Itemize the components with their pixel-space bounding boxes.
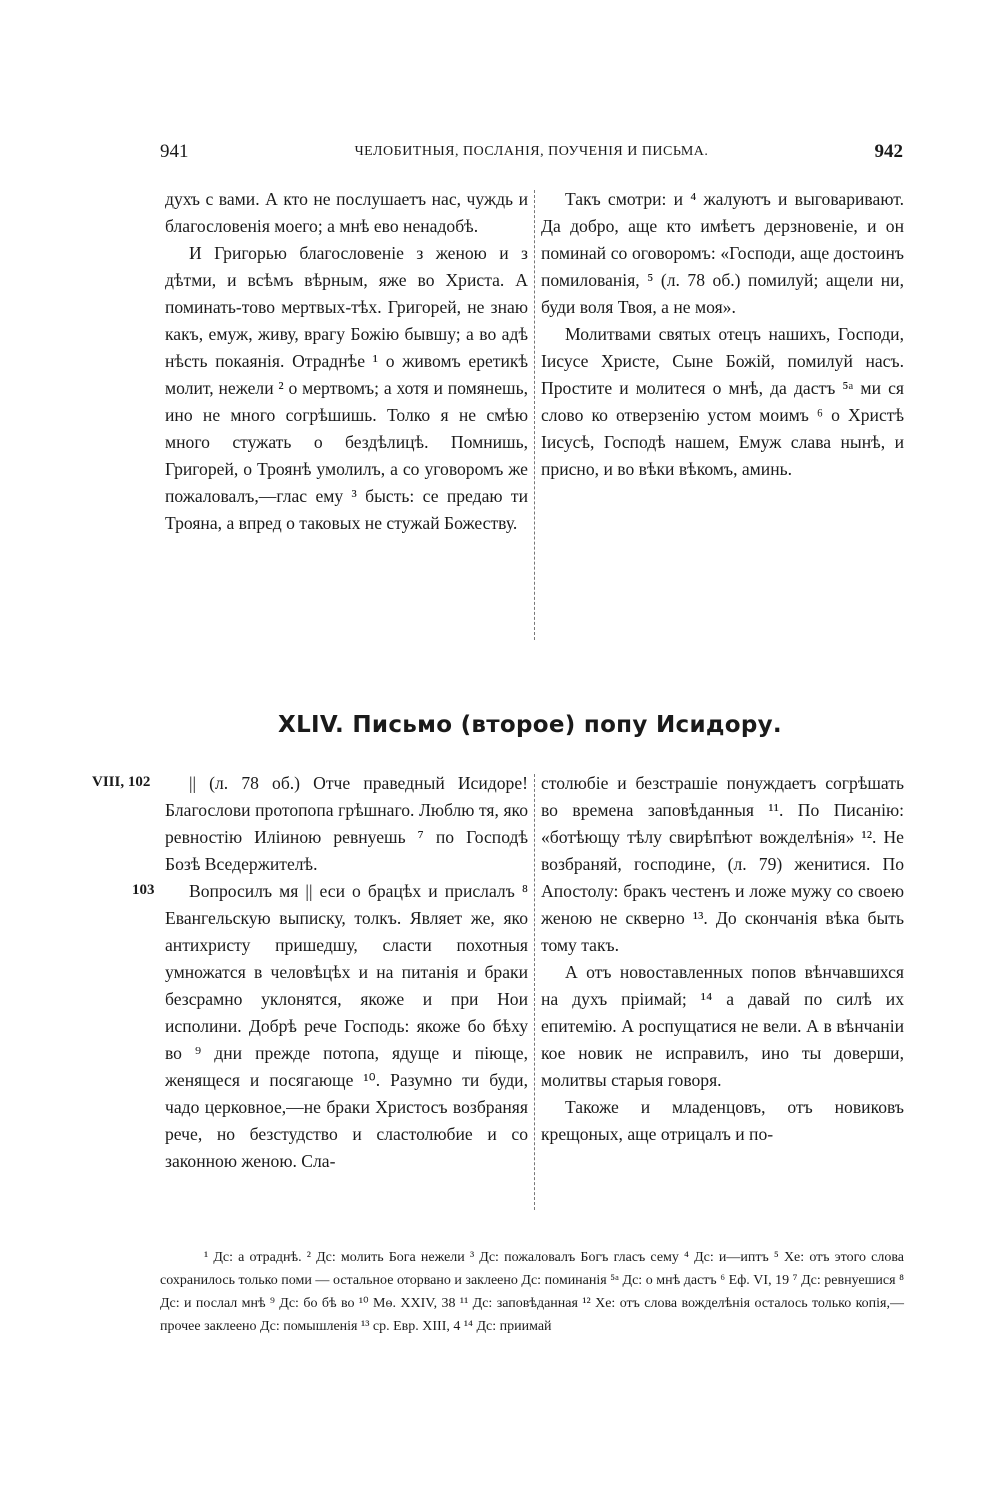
bottom-left-column xyxy=(165,770,528,1175)
paragraph: Такоже и младенцовъ, отъ новиковъ крещоных, аще отрицалъ и по- xyxy=(541,1097,904,1144)
paragraph: духъ с вами. А кто не послушаетъ нас, чуждь и благословенія моего; а мнѣ ево ненадобѣ. xyxy=(165,189,528,236)
bottom-right-column xyxy=(541,770,904,1148)
top-right-column xyxy=(541,186,904,483)
paragraph: Молитвами святых отецъ нашихъ, Господи, Іисусе Христе, Сыне Божій, помилуй насъ. Простите и молитеся о мнѣ, да дастъ ⁵ᵃ ми ся слово ко отверзенію устом моимъ ⁶ о Христѣ Іисусѣ, Господѣ нашем, Емуж слава нынѣ, и присно, и во вѣки вѣкомъ, аминь. xyxy=(541,324,904,479)
paragraph: столюбіе и безстрашіе понуждаетъ согрѣшать во времена заповѣданныя ¹¹. По Писанію: «ботѣющу тѣлу свирѣпѣют вожделѣнія» ¹². Не возбраняй, господине, (л. 79) женитися. По Апостолу: бракъ честенъ и ложе мужу со своею женою не скверно ¹³. До скончанія вѣка быть тому такъ. xyxy=(541,773,904,955)
running-title: ЧЕЛОБИТНЫЯ, ПОСЛАНІЯ, ПОУЧЕНІЯ И ПИСЬМА. xyxy=(354,144,709,159)
section-title: XLIV. Письмо (второе) попу Исидору. xyxy=(278,712,782,738)
top-left-column xyxy=(165,186,528,537)
footnote-text: ¹ Дс: а отраднѣ. ² Дс: молить Бога нежели ³ Дс: пожаловалъ Богъ гласъ сему ⁴ Дс: и—иптъ ⁵ Хе: отъ этого слова сохранилось только поми — остальное оторвано и заклеено Дс: поминанія ⁵ᵃ Дс: о мнѣ дастъ ⁶ Еф. VI, 19 ⁷ Дс: ревнуешися ⁸ Дс: и послал мнѣ ⁹ Дс: бо бѣ во ¹⁰ Мѳ. XXIV, 38 ¹¹ Дс: заповѣданная ¹² Хе: отъ слова вожделѣнія осталось только копія,—прочее заклеено Дс: помышленія ¹³ ср. Евр. XIII, 4 ¹⁴ Дс: приимай xyxy=(160,1250,904,1334)
footnotes xyxy=(160,1246,904,1338)
paragraph: Вопросилъ мя || еси о брацѣх и прислалъ ⁸ Евангельскую выписку, толкъ. Являет же, яко антихристу пришедшу, сласти похотныя умножатся в человѣцѣх и на питанія и браки безсрамно уклонятся, якоже и при Нои исполини. Добрѣ рече Господь: якоже бо бѣху во ⁹ дни прежде потопа, ядуще и піюще, женящеся и посягающе ¹⁰. Разумно ти буди, чадо церковное,—не браки Христосъ возбраняя рече, но безстудство и сластолюбие и со законною женою. Сла- xyxy=(165,881,528,1171)
margin-note: 103 xyxy=(132,882,155,898)
page-number-right: 942 xyxy=(874,141,903,162)
column-divider xyxy=(534,774,535,1210)
paragraph: || (л. 78 об.) Отче праведный Исидоре! Благослови протопопа грѣшнаго. Люблю тя, яко ревностію Иліиною ревнуешь ⁷ по Господѣ Бозѣ Вседержителѣ. xyxy=(165,773,528,874)
paragraph: И Григорью благословеніе з женою и з дѣтми, и всѣмъ вѣрным, яже во Христа. А поминать-тово мертвых-тѣх. Григорей, не знаю какъ, емуж, живу, врагу Божію бывшу; а во адѣ нѣсть покаянія. Отраднѣе ¹ о живомъ еретикѣ молит, нежели ² о мертвомъ; а хотя и помянешь, ино не много согрѣшишь. Толко я не смѣю много стужать о бездѣлицѣ. Помнишь, Григорей, о Троянѣ умолилъ, а со уговоромъ же пожаловалъ,—глас ему ³ бысть: се предаю ти Трояна, а впред о таковых не стужай Божеству. xyxy=(165,243,528,533)
running-header xyxy=(160,141,903,171)
paragraph: Такъ смотри: и ⁴ жалуютъ и выговаривают. Да добро, аще кто имѣетъ дерзновеніе, и он поминай со оговоромъ: «Господи, аще достоинъ помилованія, ⁵ (л. 78 об.) помилуй; ащели ни, буди воля Твоя, а не моя». xyxy=(541,189,904,317)
margin-note: VIII, 102 xyxy=(92,774,151,790)
column-divider xyxy=(534,190,535,640)
paragraph: А отъ новоставленных попов вѣнчавшихся на духъ пріимай; ¹⁴ а давай по силѣ их епитемію. А роспущатися не вели. А в вѣнчаніи кое новик не исправилъ, ино ты доверши, молитвы старыя говоря. xyxy=(541,962,904,1090)
page-number-left: 941 xyxy=(160,141,189,162)
